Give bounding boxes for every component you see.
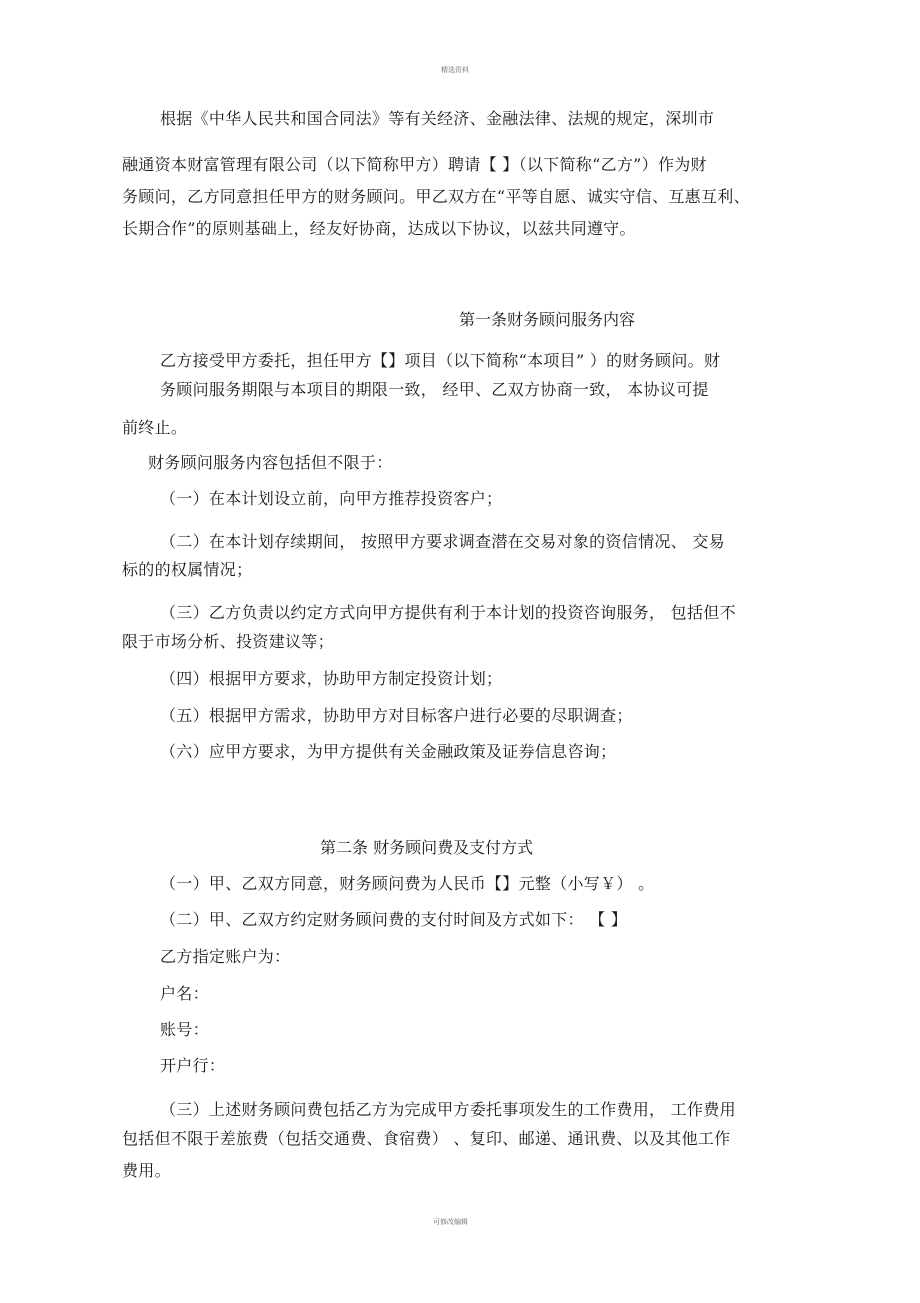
article-1-item-5: （五）根据甲方需求，协助甲方对目标客户进行必要的尽职调查；: [160, 706, 633, 725]
account-label: 乙方指定账户为：: [160, 947, 291, 966]
article-2-item-3-line-2: 包括但不限于差旅费（包括交通费、食宿费） 、复印、邮递、通讯费、以及其他工作: [122, 1129, 731, 1148]
article-1-p1-line-3: 前终止。: [122, 418, 188, 437]
article-1-item-1: （一）在本计划设立前，向甲方推荐投资客户；: [160, 489, 503, 508]
bank-label: 开户行：: [160, 1056, 226, 1075]
header-note: 精选资料: [441, 66, 469, 74]
article-2-title: 第二条 财务顾问费及支付方式: [320, 838, 534, 857]
article-1-item-6: （六）应甲方要求，为甲方提供有关金融政策及证券信息咨询；: [160, 742, 617, 761]
article-1-item-3-line-2: 限于市场分析、投资建议等；: [122, 632, 334, 651]
intro-line-4: 长期合作”的原则基础上，经友好协商，达成以下协议，以兹共同遵守。: [122, 219, 636, 238]
article-2-item-1: （一）甲、乙双方同意，财务顾问费为人民币【】元整（小写￥） 。: [160, 874, 655, 893]
intro-line-3: 务顾问，乙方同意担任甲方的财务顾问。甲乙双方在“平等自愿、诚实守信、互惠互利、: [122, 187, 750, 206]
article-2-item-3-line-1: （三）上述财务顾问费包括乙方为完成甲方委托事项发生的工作费用， 工作费用: [160, 1100, 736, 1119]
article-1-item-2-line-1: （二）在本计划存续期间， 按照甲方要求调查潜在交易对象的资信情况、 交易: [160, 532, 725, 551]
footer-note: 可修改编辑: [433, 1218, 468, 1226]
intro-line-2: 融通资本财富管理有限公司（以下简称甲方）聘请【 】（以下简称“乙方”）作为财: [122, 155, 707, 174]
intro-line-1: 根据《中华人民共和国合同法》等有关经济、金融法律、法规的规定，深圳市: [160, 109, 715, 128]
account-name-label: 户名：: [160, 984, 209, 1003]
article-1-title: 第一条财务顾问服务内容: [459, 310, 636, 329]
article-2-item-2: （二）甲、乙双方约定财务顾问费的支付时间及方式如下： 【 】: [160, 910, 628, 929]
article-1-item-4: （四）根据甲方要求，协助甲方制定投资计划；: [160, 669, 503, 688]
article-1-p1-line-2: 务顾问服务期限与本项目的期限一致， 经甲、乙双方协商一致， 本协议可提: [160, 380, 709, 399]
article-1-p1-line-1: 乙方接受甲方委托，担任甲方【】项目（以下简称“本项目” ）的财务顾问。财: [160, 351, 721, 370]
article-1-item-3-line-1: （三）乙方负责以约定方式向甲方提供有利于本计划的投资咨询服务， 包括但不: [160, 603, 736, 622]
account-number-label: 账号：: [160, 1020, 209, 1039]
article-1-item-2-line-2: 标的的权属情况；: [122, 560, 253, 579]
article-2-item-3-line-3: 费用。: [122, 1161, 171, 1180]
article-1-p2: 财务顾问服务内容包括但不限于：: [148, 453, 393, 472]
